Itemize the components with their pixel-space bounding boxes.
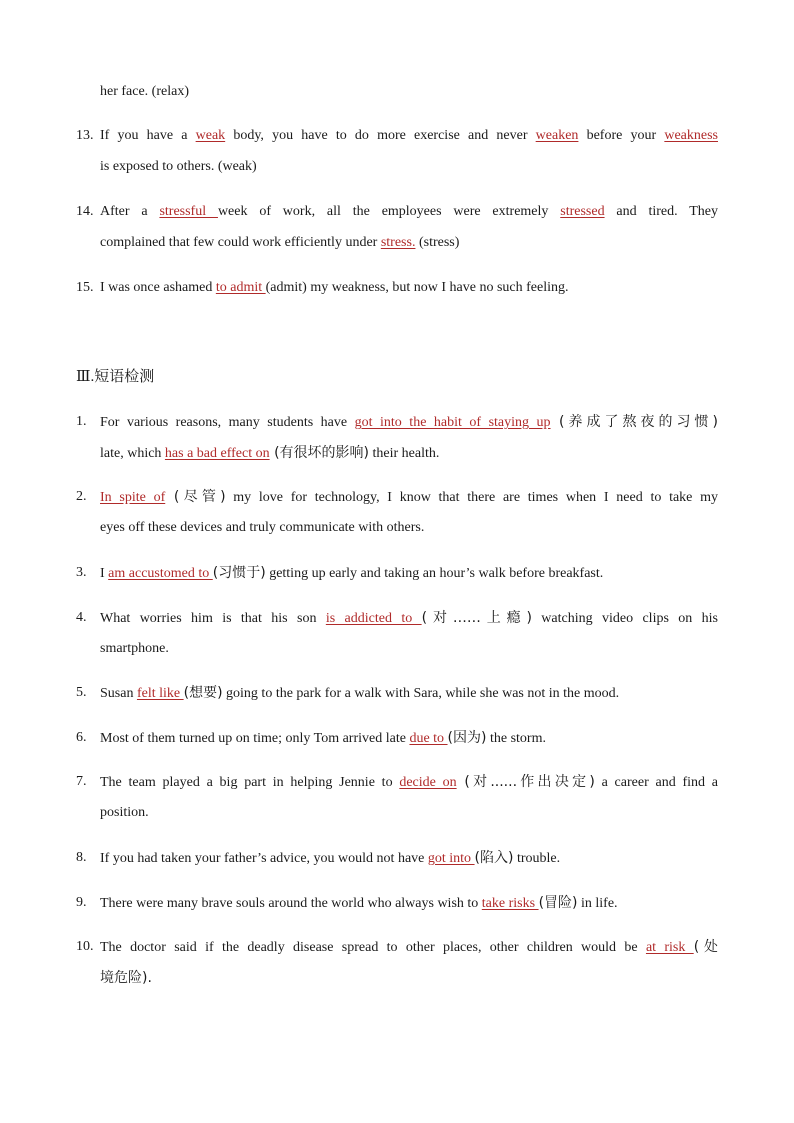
chinese-hint: 境危险). [100,970,152,986]
text-line [100,849,718,868]
text-segment: There were many brave souls around the world who always wish to [100,896,482,911]
answer-blank: felt like [136,686,184,701]
text-line [100,413,718,432]
item-number: 4. [76,610,87,625]
answer-blank: stress. [380,235,416,250]
chinese-hint: (有很坏的影响) [269,445,369,461]
item-number: 8. [76,850,87,865]
answer-blank: am accustomed to [108,566,213,581]
text-line [100,519,718,537]
answer-blank: stressed [560,204,605,219]
text-segment: The team played a big part in helping Jennie to [100,775,400,790]
text-segment: (admit) my weakness, but now I have no such feeling. [265,280,569,295]
text-line [100,83,718,101]
answer-blank: take risks [481,896,539,911]
text-segment: complained that few could work efficiently under [100,235,381,250]
text-segment: week of work, all the employees were extremely [217,204,561,219]
answer-blank: decide on [399,775,457,790]
text-segment: going to the park for a walk with Sara, while she was not in the mood. [222,686,620,701]
text-segment: Susan [100,686,137,701]
item-number: 13. [76,128,94,143]
chinese-hint: (处 [693,939,718,955]
text-segment: Most of them turned up on time; only Tom arrived late [100,731,410,746]
text-segment: I was once ashamed [100,280,216,295]
text-segment: The doctor said if the deadly disease spread to other places, other children would be [100,940,646,955]
text-segment: What worries him is that his son [100,611,326,626]
item-number: 7. [76,774,87,789]
item-number: 5. [76,685,87,700]
chinese-hint: (养成了熬夜的习惯) [550,414,718,430]
chinese-hint: (习惯于) [212,565,266,581]
text-line [100,564,718,583]
text-segment: eyes off these devices and truly communicate with others. [100,520,425,535]
answer-blank: In spite of [100,490,166,505]
text-line [100,804,718,822]
text-segment: in life. [577,896,618,911]
answer-blank: is addicted to [325,611,422,626]
chinese-hint: (尽管) [165,489,226,505]
text-line [100,938,718,957]
text-line [100,234,718,252]
answer-blank: weaken [535,128,579,143]
item-number: 9. [76,895,87,910]
chinese-hint: (因为) [447,730,487,746]
text-segment: body, you have to do more exercise and never [225,128,536,143]
item-number: 14. [76,204,94,219]
section-heading: Ⅲ.短语检测 [76,369,155,385]
item-number: 1. [76,414,87,429]
text-line [100,488,718,507]
text-segment: late, which [100,446,165,461]
text-segment: trouble. [513,851,561,866]
answer-blank: got into the habit of staying up [354,415,551,430]
text-line [100,203,718,221]
answer-blank: weakness [664,128,718,143]
answer-blank: to admit [215,280,266,295]
text-segment: I [100,566,109,581]
answer-blank: at risk [645,940,694,955]
text-line [100,640,718,658]
chinese-hint: (陷入) [474,850,514,866]
text-line [100,127,718,145]
item-number: 6. [76,730,87,745]
item-number: 3. [76,565,87,580]
text-line [100,729,718,748]
answer-blank: weak [195,128,226,143]
text-line [100,894,718,913]
text-segment: before your [578,128,665,143]
text-segment: getting up early and taking an hour’s walk before breakfast. [265,566,604,581]
text-segment: smartphone. [100,641,169,656]
text-segment: For various reasons, many students have [100,415,355,430]
chinese-hint: (冒险) [538,895,578,911]
text-line [100,609,718,628]
chinese-hint: (对......作出决定) [456,774,595,790]
text-segment: watching video clips on his [531,611,718,626]
item-number: 2. [76,489,87,504]
item-number: 10. [76,939,94,954]
text-segment: a career and find a [594,775,719,790]
text-segment: is exposed to others. (weak) [100,159,257,174]
text-segment: the storm. [486,731,546,746]
text-segment: position. [100,805,149,820]
text-segment: and tired. They [604,204,718,219]
text-segment: her face. (relax) [100,84,189,99]
text-segment: my love for technology, I know that there are times when I need to take my [225,490,719,505]
chinese-hint: (想要) [183,685,223,701]
text-line [100,684,718,703]
text-segment: their health. [369,446,440,461]
text-line [100,969,718,988]
text-segment: After a [100,204,160,219]
text-line [100,279,718,297]
text-segment: If you had taken your father’s advice, you would not have [100,851,428,866]
text-line [100,773,718,792]
answer-blank: stressful [159,204,218,219]
item-number: 15. [76,280,94,295]
text-line [100,158,718,176]
answer-blank: got into [427,851,475,866]
text-segment: If you have a [100,128,196,143]
text-line [100,444,718,463]
chinese-hint: (对……上瘾) [421,610,532,626]
text-segment: (stress) [415,235,460,250]
answer-blank: due to [409,731,448,746]
answer-blank: has a bad effect on [164,446,270,461]
